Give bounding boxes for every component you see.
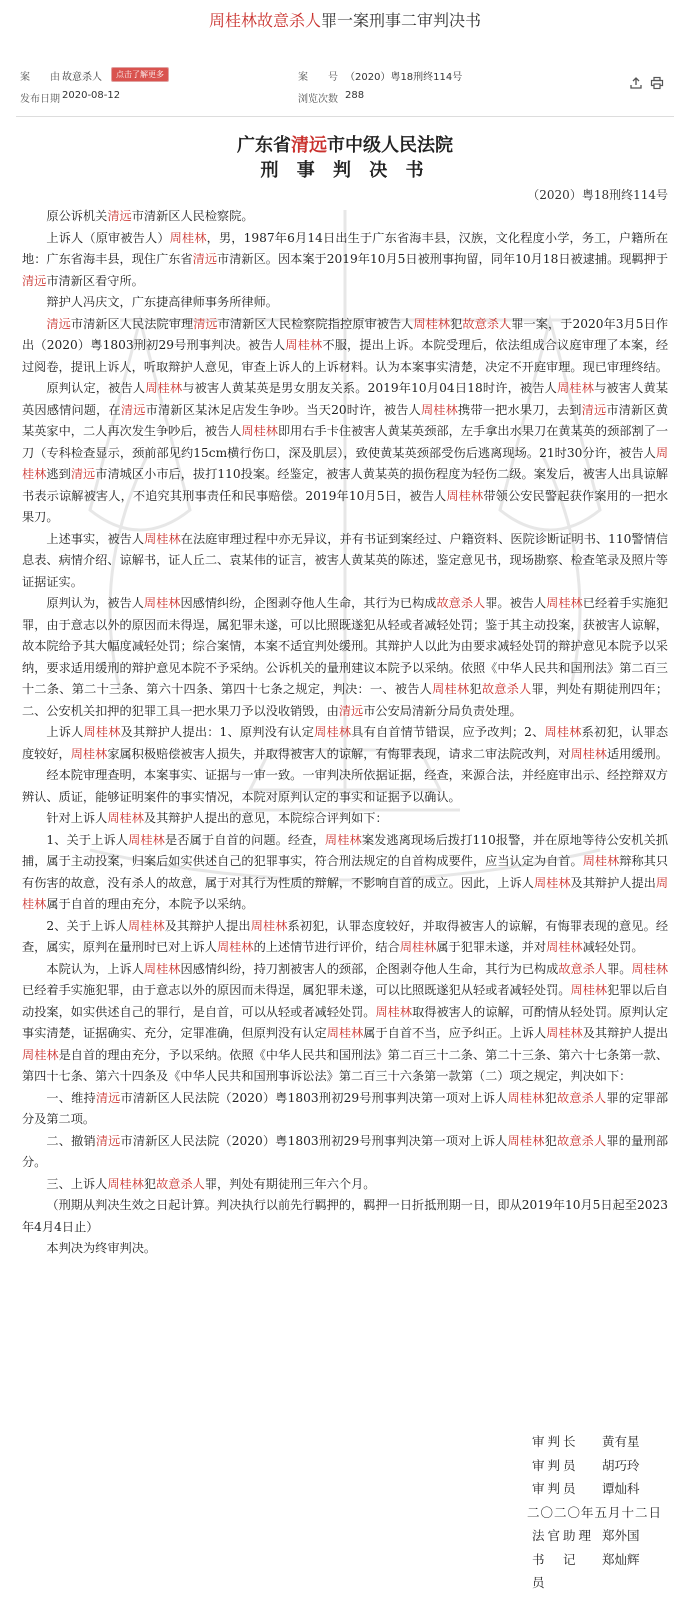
- signature-role: 审判员: [532, 1481, 579, 1496]
- text-run: 具有自首情节错误，应予改判；2、: [351, 725, 545, 739]
- signature-name: 胡巧玲: [602, 1457, 640, 1473]
- highlighted-term: 故意杀人: [462, 316, 512, 331]
- highlighted-term: 周桂林: [570, 983, 608, 997]
- text-run: 罪的量刑部分。: [22, 1133, 669, 1169]
- text-run: 在法庭审理过程中亦无异议，并有书证到案经过、户籍资料、医院诊断证明书、110警情信息表、病情介绍、谅解书，证人丘二、袁某伟的证言，被害人黄某英的陈述，鉴定意见书，现场勘察、检查笔录及照片等证据证实。: [22, 531, 669, 589]
- text-run: 已经着手实施犯罪，由于意志以外的原因而未得逞，属犯罪未遂，可以比照既遂犯从轻或者减轻处罚；鉴于其主动投案，获被害人谅解，故本院给予其大幅度减轻处罚；综合案情，本案不适宜判处缓刑。其辩护人以此为由要求减轻处罚的辩护意见本院予以采纳，要求适用缓刑的辩护意见本院不予采纳。公诉机关的量刑建议本院予以采纳。依照《中华人民共和国刑法》第二百三十二条、第二十三条、第六十四条、第四十七条之规定，判决：一、被告人: [22, 596, 669, 696]
- text-run: 本院认为，上诉人: [46, 961, 144, 976]
- highlighted-term: 周桂林: [314, 725, 352, 739]
- highlighted-term: 周桂林: [22, 1047, 59, 1062]
- highlighted-term: 清远: [120, 402, 146, 417]
- text-run: 辩护人冯庆文，广东捷高律师事务所律师。: [46, 295, 278, 309]
- text-run: 原判认为，被告人: [46, 596, 144, 610]
- signature-name: 黄有星: [602, 1434, 640, 1449]
- paragraph: [22, 378, 668, 529]
- text-run: 市清城区小市后，拔打110投案。经鉴定，被害人黄某英的损伤程度为轻伤二级。案发后，被害人出具谅解书表示谅解被害人，不追究其刑事责任和民事赔偿。2019年10月5日，被告人: [22, 467, 668, 503]
- paragraph: [22, 959, 668, 1088]
- text-run: 及其辩护人提出的意见，本院综合评判如下：: [143, 811, 388, 825]
- highlighted-term: 清远: [291, 135, 327, 156]
- publish-date-label: 发布日期: [20, 94, 60, 105]
- text-run: 市清新区看守所。: [46, 273, 144, 288]
- signature-block: [470, 1430, 670, 1595]
- paragraph: [22, 228, 668, 293]
- paragraph: [22, 808, 668, 830]
- highlighted-term: 周桂林: [582, 854, 620, 868]
- paragraph: [22, 593, 668, 722]
- text-run: 市中级人民法院: [327, 135, 453, 156]
- signature-role: 审判员: [532, 1457, 579, 1473]
- divider: [16, 116, 674, 117]
- views-value: 288: [345, 90, 365, 101]
- text-run: 犯: [469, 682, 482, 696]
- highlighted-term: 故意杀人: [556, 1090, 607, 1105]
- text-run: 属于自首的理由充分，本院予以采纳。: [46, 897, 254, 911]
- text-run: 罪一案，于2020年3月5日作出（2020）粤1803刑初29号刑事判决。被告人: [22, 316, 669, 352]
- highlighted-term: 周桂林故意杀人: [208, 11, 321, 30]
- text-run: 本判决为终审判决。: [46, 1241, 157, 1255]
- text-run: 犯罪以后自动投案，如实供述自己的罪行，是自首，可以从轻或者减轻处罚。: [22, 983, 669, 1019]
- text-run: 三、上诉人: [46, 1176, 108, 1191]
- text-run: 市清新区。因本案于2019年10月5日被刑事拘留，同年10月18日被逮捕。现羁押于: [217, 252, 669, 266]
- highlighted-term: 周桂林: [143, 961, 181, 976]
- publish-date-value: 2020-08-12: [62, 90, 121, 101]
- paragraph: [22, 765, 668, 808]
- paragraph: [22, 1131, 668, 1174]
- highlighted-term: 周桂林: [127, 918, 165, 933]
- text-run: 市公安局清新分局负责处理。: [363, 703, 522, 718]
- highlighted-term: 清远: [107, 209, 132, 223]
- highlighted-term: 周桂林: [144, 531, 181, 546]
- text-run: 减轻处罚。: [582, 940, 644, 954]
- text-run: 经本院审理查明，本案事实、证据与一审一致。一审判决所依据证据，经查，来源合法，并经庭审出示、经控辩双方辨认、质证，能够证明案件的事实情况，本院对原判认定的事实和证据予以确认。: [22, 768, 668, 804]
- highlighted-term: 周桂林: [399, 940, 437, 954]
- text-run: 及其辩护人提出: [164, 918, 251, 933]
- paragraph: [22, 722, 668, 765]
- highlighted-term: 故意杀人: [436, 596, 486, 610]
- highlighted-term: 清远: [193, 316, 218, 331]
- text-run: 上诉人（原审被告人）: [46, 230, 170, 245]
- paragraph: [22, 1088, 668, 1131]
- highlighted-term: 周桂林: [83, 725, 121, 739]
- signature-row: [470, 1454, 670, 1478]
- highlighted-term: 清远: [95, 1133, 121, 1148]
- paragraph: [22, 529, 668, 594]
- text-run: 罪一案刑事二审判决书: [321, 11, 482, 30]
- signature-role: 审判长: [532, 1434, 579, 1449]
- paragraph: [22, 292, 668, 314]
- highlighted-term: 周桂林: [22, 875, 669, 911]
- paragraph: [22, 916, 668, 959]
- highlighted-term: 周桂林: [544, 725, 582, 739]
- document-title: [0, 8, 690, 31]
- highlighted-term: 周桂林: [326, 1026, 364, 1040]
- text-run: 广东省: [237, 135, 291, 156]
- highlighted-term: 周桂林: [145, 381, 183, 395]
- paragraph: [22, 1174, 668, 1196]
- highlighted-term: 周桂林: [143, 596, 181, 610]
- text-run: 及其辩护人提出: [582, 1026, 669, 1040]
- judgment-case-number: （2020）粤18刑终114号: [527, 188, 668, 202]
- highlighted-term: 清远: [192, 252, 218, 266]
- text-run: 犯: [544, 1133, 557, 1148]
- text-run: 属于自首不当，应予纠正。上诉人: [363, 1026, 547, 1040]
- highlighted-term: 周桂林: [107, 1176, 144, 1191]
- highlighted-term: 周桂林: [446, 488, 484, 503]
- text-run: 上诉人: [46, 725, 84, 739]
- highlighted-term: 周桂林: [107, 811, 144, 825]
- text-run: 2、关于上诉人: [46, 918, 128, 933]
- signature-role: 法官助理: [532, 1528, 595, 1543]
- signature-row: [470, 1548, 670, 1595]
- highlighted-term: 周桂林: [285, 338, 323, 352]
- text-run: 及其辩护人提出：1、原判没有认定: [120, 725, 315, 739]
- case-number-label: 案 号: [298, 72, 338, 83]
- signature-row: [470, 1477, 670, 1501]
- text-run: 案发逃离现场后拨打110报警，并在原地等待公安机关抓捕，属于主动投案，归案后如实供述自己的犯罪事实，符合刑法规定的自首构成要件，应当认定为自首。: [22, 832, 669, 868]
- highlighted-term: 清远: [581, 402, 607, 417]
- signature-name: 谭灿科: [602, 1481, 640, 1496]
- highlighted-term: 周桂林: [507, 1090, 545, 1105]
- text-run: 市清新区人民检察院。: [131, 209, 254, 223]
- highlighted-term: 周桂林: [546, 596, 583, 610]
- learn-more-button[interactable]: 点击了解更多: [111, 67, 169, 82]
- highlighted-term: 周桂林: [250, 918, 288, 933]
- toolbar: [625, 76, 664, 93]
- text-run: 是否属于自首的问题。经查，: [164, 832, 325, 847]
- highlighted-term: 清远: [22, 273, 47, 288]
- text-run: 因感情纠纷，持刀割被害人的颈部，企图剥夺他人生命，其行为已构成: [180, 961, 559, 976]
- text-run: 犯: [143, 1176, 157, 1191]
- text-run: 取得被害人的谅解，可酌情从轻处罚。原判认定事实清楚，证据确实、充分，定罪准确，但原判没有认定: [22, 1004, 669, 1040]
- highlighted-term: 周桂林: [128, 832, 165, 847]
- text-run: 二、撤销: [46, 1133, 96, 1148]
- text-run: 犯: [450, 316, 463, 331]
- highlighted-term: 周桂林: [570, 746, 607, 761]
- text-run: 犯: [544, 1090, 557, 1105]
- paragraph: [22, 830, 668, 916]
- highlighted-term: 周桂林: [413, 316, 451, 331]
- text-run: ，男，1987年6月14日出生于广东省海丰县，汉族，文化程度小学，务工，户籍所在地：广东省海丰县，现住广东省: [22, 230, 669, 266]
- highlighted-term: 清远: [338, 703, 364, 718]
- signature-row: [470, 1430, 670, 1454]
- paragraph: [22, 1195, 668, 1238]
- highlighted-term: 周桂林: [375, 1004, 413, 1019]
- highlighted-term: 故意杀人: [481, 682, 532, 696]
- highlighted-term: 周桂林: [557, 381, 595, 395]
- paragraph: [22, 1238, 668, 1260]
- highlighted-term: 周桂林: [533, 875, 571, 890]
- text-run: 是自首的理由充分，予以采纳。依照《中华人民共和国刑法》第二百三十二条、第二十三条、第六十七条第一款、第四十七条、第六十四条及《中华人民共和国刑事诉讼法》第二百三十六条第一款第（二）项之规定，判决如下：: [22, 1047, 669, 1083]
- text-run: 逃到: [46, 467, 71, 481]
- highlighted-term: 周桂林: [507, 1133, 545, 1148]
- print-icon[interactable]: [650, 76, 664, 90]
- text-run: （刑期从判决生效之日起计算。判决执行以前先行羁押的，羁押一日折抵刑期一日，即从2019年10月5日起至2023年4月4日止）: [22, 1198, 668, 1234]
- text-run: 1、关于上诉人: [46, 832, 129, 847]
- highlighted-term: 故意杀人: [156, 1176, 205, 1191]
- highlighted-term: 周桂林: [420, 402, 459, 417]
- highlighted-term: 周桂林: [631, 961, 669, 976]
- text-run: 带领公安民警起获作案用的一把水果刀。: [22, 488, 669, 524]
- highlighted-term: 周桂林: [241, 424, 278, 438]
- highlighted-term: 周桂林: [22, 445, 668, 481]
- highlighted-term: 周桂林: [169, 230, 207, 245]
- text-run: 一、维持: [46, 1090, 96, 1105]
- highlighted-term: 清远: [46, 316, 71, 331]
- text-run: 因感情纠纷，企图剥夺他人生命，其行为已构成: [180, 596, 437, 610]
- signature-role: 书 记 员: [532, 1551, 595, 1590]
- text-run: 市清新区人民法院（2020）粤1803刑初29号刑事判决第一项对上诉人: [120, 1090, 508, 1105]
- case-cause-label: 案 由: [20, 72, 60, 83]
- text-run: 及其辩护人提出: [570, 875, 656, 890]
- highlighted-term: 周桂林: [432, 682, 470, 696]
- text-run: 原公诉机关: [46, 209, 108, 223]
- paragraph: [22, 206, 668, 228]
- paragraph: [22, 314, 668, 379]
- text-run: 即用右手卡住被害人黄某英颈部，左手拿出水果刀在黄某英的颈部割了一刀（专科检查显示，颈前部见约15cm横行伤口，深及肌层），致使黄某英颈部受伤后逃离现场。21时30分许，被告人: [22, 424, 669, 460]
- highlighted-term: 周桂林: [546, 940, 583, 954]
- highlighted-term: 周桂林: [217, 940, 254, 954]
- case-meta: [0, 68, 690, 112]
- text-run: 系初犯，认罪态度较好，并取得被害人的谅解，有悔罪表现的意见。经查，属实，原判在量刑时已对上诉人: [22, 918, 669, 954]
- text-run: 上述事实，被告人: [46, 531, 145, 546]
- text-run: 市清新区某沐足店发生争吵。当天20时许，被告人: [145, 402, 421, 417]
- signature-name: 郑灿辉: [602, 1551, 640, 1567]
- judgment-body: [22, 206, 668, 1260]
- text-run: 市清新区人民检察院指控原审被告人: [217, 316, 414, 331]
- highlighted-term: 周桂林: [324, 832, 362, 847]
- signature-row: [470, 1524, 670, 1548]
- highlighted-term: 故意杀人: [558, 961, 608, 976]
- text-run: 系初犯，认罪态度较好，: [22, 725, 669, 761]
- text-run: 与被害人黄某英是男女朋友关系。2019年10月04日18时许，被告人: [182, 381, 557, 395]
- text-run: 不服，提出上诉。本院受理后，依法组成合议庭审理了本案，经过阅卷，提讯上诉人，听取辩护人意见，审查上诉人的上诉材料。认为本案事实清楚，决定不开庭审理。现已审理终结。: [22, 338, 669, 374]
- highlighted-term: 故意杀人: [556, 1133, 607, 1148]
- text-run: 市清新区人民法院审理: [70, 316, 194, 331]
- text-run: 已经着手实施犯罪，由于意志以外的原因而未得逞，属犯罪未遂，可以比照既遂犯从轻或者减轻处罚。: [22, 983, 571, 997]
- signature-name: 郑外国: [602, 1528, 640, 1543]
- text-run: 罪。: [607, 961, 632, 976]
- text-run: 罪，判处有期徒刑三年六个月。: [204, 1176, 376, 1191]
- judgment-date: 二〇二〇年五月十二日: [526, 1504, 662, 1520]
- text-run: 原判认定，被告人: [46, 381, 146, 395]
- text-run: 针对上诉人: [46, 811, 108, 825]
- text-run: 罪的定罪部分及第二项。: [22, 1090, 669, 1126]
- text-run: 属于犯罪未遂，并对: [436, 940, 547, 954]
- court-name: [0, 131, 690, 157]
- text-run: 家属积极赔偿被害人损失，并取得被害人的谅解，有悔罪表现，请求二审法院改判，对: [107, 746, 571, 761]
- highlighted-term: 清远: [70, 467, 96, 481]
- text-run: 罪，判处有期徒刑四年；二、公安机关扣押的犯罪工具一把水果刀予以没收销毁，由: [22, 682, 669, 718]
- text-run: 与被害人黄某英因感情问题，在: [22, 381, 669, 417]
- highlighted-term: 周桂林: [70, 746, 108, 761]
- text-run: 适用缓刑。: [607, 746, 668, 761]
- text-run: 携带一把水果刀，去到: [458, 402, 582, 417]
- text-run: 市清新区黄某英家中，二人再次发生争吵后，被告人: [22, 402, 669, 438]
- case-cause-value: 故意杀人: [62, 72, 102, 83]
- text-run: 罪。被告人: [485, 596, 547, 610]
- views-label: 浏览次数: [298, 94, 338, 105]
- highlighted-term: 周桂林: [546, 1026, 583, 1040]
- text-run: 辩称其只有伤害的故意，没有杀人的故意，属于对其行为性质的辩解，不影响自首的成立。因此，上诉人: [22, 854, 669, 890]
- share-icon[interactable]: [629, 76, 643, 90]
- text-run: 市清新区人民法院（2020）粤1803刑初29号刑事判决第一项对上诉人: [120, 1133, 508, 1148]
- highlighted-term: 清远: [95, 1090, 121, 1105]
- text-run: 的上述情节进行评价，结合: [253, 940, 400, 954]
- document-kind: 刑 事 判 决 书: [260, 160, 430, 181]
- case-number-value: （2020）粤18刑终114号: [345, 72, 463, 83]
